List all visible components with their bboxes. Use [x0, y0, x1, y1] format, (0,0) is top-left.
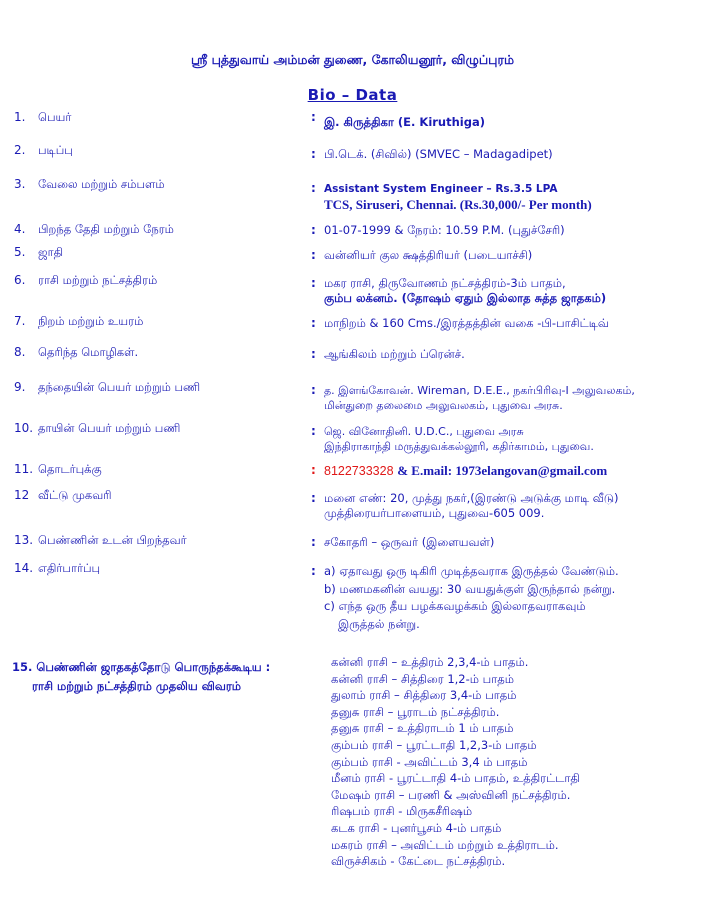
row-label: நிறம் மற்றும் உயரம்: [38, 314, 144, 328]
row-number: 13.: [14, 533, 34, 547]
row-number: 8.: [14, 345, 26, 359]
blessing-header: ஸ்ரீ புத்துவாய் அம்மன் துணை, கோலியனூர், விழுப்புரம்: [190, 52, 515, 67]
row-label: படிப்பு: [38, 143, 73, 157]
row-value: 01-07-1999 & நேரம்: 10.59 P.M. (புதுச்சேரி): [324, 223, 565, 237]
colon: :: [311, 110, 316, 124]
colon: :: [311, 223, 316, 237]
colon: :: [311, 491, 316, 505]
row-value: [324, 462, 607, 480]
row-value: மனை எண்: 20, முத்து நகர்,(இரண்டு அடுக்கு மாடி வீடு): [324, 491, 619, 505]
colon: :: [311, 463, 316, 477]
rasi-item: கும்பம் ராசி - அவிட்டம் 3,4 ம் பாதம்: [331, 754, 528, 769]
rasi-item: துலாம் ராசி – சித்திரை 3,4-ம் பாதம்: [331, 688, 517, 703]
rasi-item: கும்பம் ராசி – பூரட்டாதி 1,2,3-ம் பாதம்: [331, 737, 537, 752]
colon: :: [311, 276, 316, 290]
rasi-item: தனுசு ராசி – உத்திராடம் 1 ம் பாதம்: [331, 721, 514, 736]
row-value: மகர ராசி, திருவோணம் நட்சத்திரம்-3ம் பாதம்,: [324, 276, 566, 290]
row-label: தெரிந்த மொழிகள்.: [38, 345, 139, 359]
row-value: ஆங்கிலம் மற்றும் ப்ரென்ச்.: [324, 347, 465, 361]
colon: :: [311, 347, 316, 361]
rasi-item: மீனம் ராசி - பூரட்டாதி 4-ம் பாதம், உத்திரட்டாதி: [331, 771, 580, 786]
row-number: 10.: [14, 421, 34, 435]
row-value-line2: மின்துறை தலைமை அலுவலகம், புதுவை அரசு.: [324, 399, 563, 412]
rasi-item: கடக ராசி - புனர்பூசம் 4-ம் பாதம்: [331, 820, 502, 835]
rasi-item: கன்னி ராசி – சித்திரை 1,2-ம் பாதம்: [331, 671, 514, 686]
colon: :: [311, 535, 316, 549]
row-number: 3.: [14, 177, 26, 191]
matching-rasi-list: [331, 654, 580, 870]
row-label: தாயின் பெயர் மற்றும் பணி: [38, 421, 181, 435]
row-label: தொடர்புக்கு: [38, 462, 102, 476]
row-matching-label: 15. பெண்ணின் ஜாதகத்தோடு பொருந்தக்கூடிய : ராசி மற்றும் நட்சத்திரம் முதலிய விவரம்: [12, 658, 270, 696]
title-text: Bio – Data: [307, 86, 398, 104]
row-label: தந்தையின் பெயர் மற்றும் பணி: [38, 380, 201, 394]
colon: :: [311, 424, 316, 438]
row-label: பெண்ணின் உடன் பிறந்தவர்: [38, 533, 187, 547]
row-label: பெண்ணின் ஜாதகத்தோடு பொருந்தக்கூடிய: [36, 660, 262, 674]
row-value-line2: இந்திராகாந்தி மருத்துவக்கல்லூரி, கதிர்காமம், புதுவை.: [324, 440, 594, 453]
row-label: வேலை மற்றும் சம்பளம்: [38, 177, 165, 191]
expectation-item: இருத்தல் நன்று.: [338, 616, 420, 631]
colon: :: [311, 316, 316, 330]
row-value: இ. கிருத்திகா (E. Kiruthiga): [324, 115, 485, 129]
expectation-item: b) மணமகனின் வயது: 30 வயதுக்குள் இருந்தால் நன்று.: [324, 581, 616, 596]
row-label: வீட்டு முகவரி: [38, 488, 112, 502]
row-value-line2: கும்ப லக்னம். (தோஷம் ஏதும் இல்லாத சுத்த ஜாதகம்): [324, 291, 607, 305]
row-label: எதிர்பார்ப்பு: [38, 561, 101, 575]
row-number: 1.: [14, 110, 26, 124]
expectation-list: [324, 563, 619, 633]
row-value: த. இளங்கோவன். Wireman, D.E.E., நகர்பிரிவு-I அலுவலகம்,: [324, 384, 635, 397]
colon: :: [311, 248, 316, 262]
colon: :: [311, 181, 316, 195]
expectation-item: a) ஏதாவது ஒரு டிகிரி முடித்தவராக இருத்தல் வேண்டும்.: [324, 564, 619, 578]
row-number: 9.: [14, 380, 26, 394]
row-number: 2.: [14, 143, 26, 157]
row-label-line2: ராசி மற்றும் நட்சத்திரம் முதலிய விவரம்: [32, 679, 242, 693]
rasi-item: விருச்சிகம் - கேட்டை நட்சத்திரம்.: [331, 854, 506, 869]
row-number: 15.: [12, 660, 33, 674]
row-number: 6.: [14, 273, 26, 287]
row-number: 12: [14, 488, 30, 502]
row-value: பி.டெக். (சிவில்) (SMVEC – Madagadipet): [324, 147, 553, 161]
row-number: 5.: [14, 245, 26, 259]
row-label: ராசி மற்றும் நட்சத்திரம்: [38, 273, 158, 287]
row-number: 14.: [14, 561, 34, 575]
colon: :: [311, 383, 316, 397]
row-label: பிறந்த தேதி மற்றும் நேரம்: [38, 222, 174, 236]
rasi-item: மகரம் ராசி – அவிட்டம் மற்றும் உத்திராடம்.: [331, 837, 559, 852]
row-value-line2: TCS, Siruseri, Chennai. (Rs.30,000/- Per month): [324, 197, 592, 212]
rasi-item: தனுசு ராசி – பூராடம் நட்சத்திரம்.: [331, 704, 500, 719]
rasi-item: கன்னி ராசி – உத்திரம் 2,3,4-ம் பாதம்.: [331, 655, 529, 669]
row-value: மாநிறம் & 160 Cms./இரத்தத்தின் வகை -பி-பாசிட்டிவ்: [324, 316, 609, 330]
page-title: [0, 85, 705, 104]
row-number: 11.: [14, 462, 34, 476]
row-value: வன்னியர் குல க்ஷத்திரியர் (படையாச்சி): [324, 248, 533, 262]
email: & E.mail: 1973elangovan@gmail.com: [397, 463, 608, 478]
row-number: 7.: [14, 314, 26, 328]
row-value: Assistant System Engineer – Rs.3.5 LPA: [324, 183, 558, 195]
row-value-line2: முத்திரையர்பாளையம், புதுவை-605 009.: [324, 506, 545, 520]
phone-number: 8122733328: [324, 464, 394, 478]
row-value: சகோதரி – ஒருவர் (இளையவள்): [324, 535, 495, 549]
rasi-item: ரிஷபம் ராசி - மிருகசீரிஷம்: [331, 804, 473, 819]
colon: :: [311, 147, 316, 161]
row-label: பெயர்: [38, 110, 72, 124]
colon: :: [311, 564, 316, 578]
row-number: 4.: [14, 222, 26, 236]
expectation-item: c) எந்த ஒரு தீய பழக்கவழக்கம் இல்லாதவராகவும்: [324, 599, 586, 613]
row-value: ஜெ. வினோதினி. U.D.C., புதுவை அரசு: [324, 425, 524, 438]
row-label: ஜாதி: [38, 245, 64, 259]
rasi-item: மேஷம் ராசி – பரணி & அஸ்வினி நட்சத்திரம்.: [331, 787, 571, 802]
